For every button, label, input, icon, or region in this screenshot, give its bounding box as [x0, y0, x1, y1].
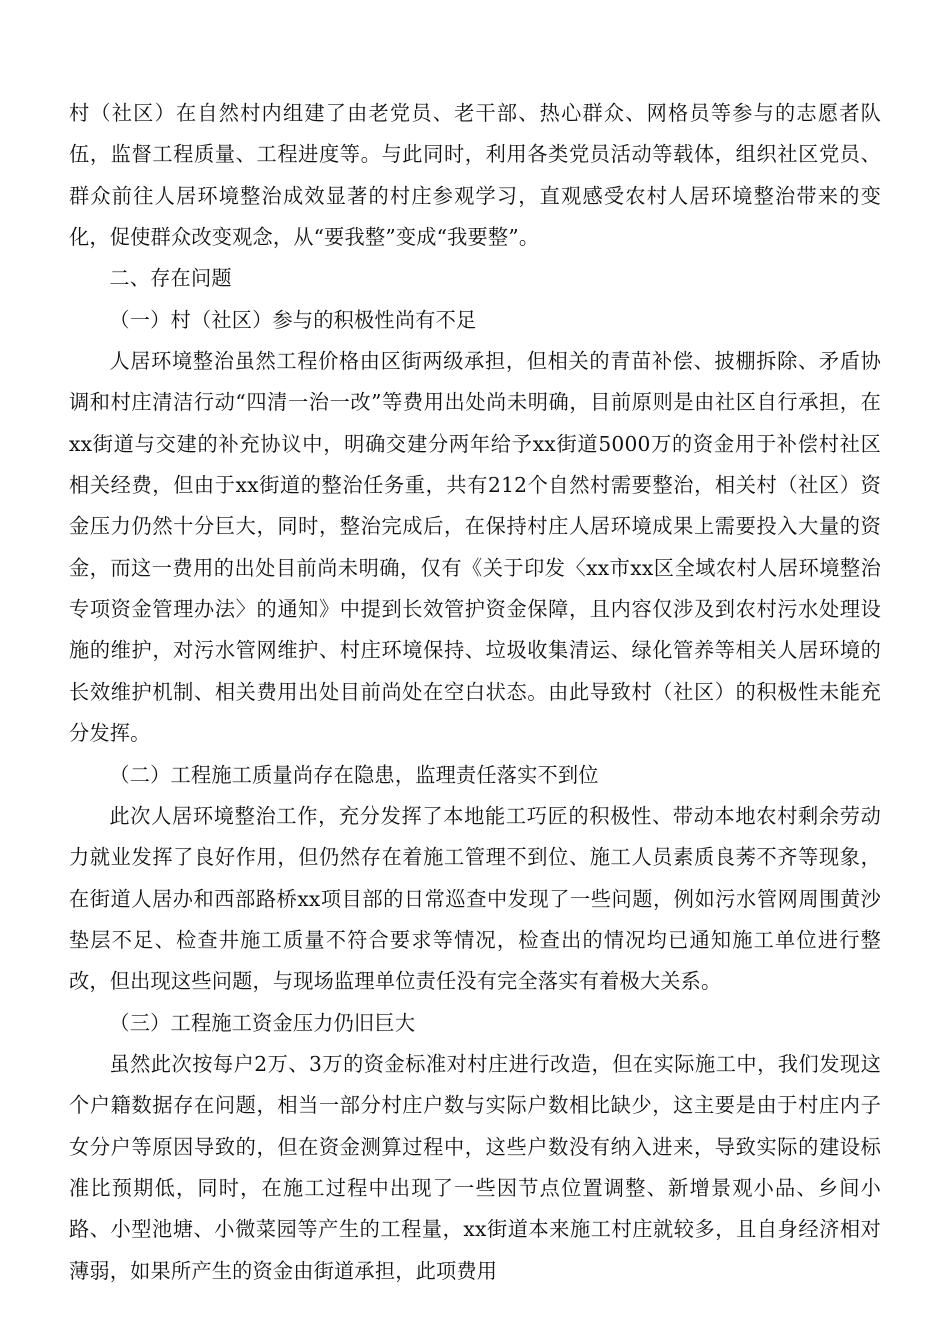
subheading-1: （一）村（社区）参与的积极性尚有不足	[109, 307, 477, 332]
section-heading-problems: 二、存在问题	[109, 266, 232, 291]
subheading-2: （二）工程施工质量尚存在隐患，监理责任落实不到位	[109, 762, 599, 787]
paragraph-2: 此次人居环境整治工作，充分发挥了本地能工巧匠的积极性、带动本地农村剩余劳动力就业发挥了良好作用，但仍然存在着施工管理不到位、施工人员素质良莠不齐等现象，在街道人居办和西部路桥xx项目部的日常巡查中发现了一些问题，例如污水管网周围黄沙垫层不足、检查井施工质量不符合要求等情况，检查出的情况均已通知施工单位进行整改，但出现这些问题，与现场监理单位责任没有完全落实有着极大关系。	[69, 803, 881, 994]
paragraph-3: 虽然此次按每户2万、3万的资金标准对村庄进行改造，但在实际施工中，我们发现这个户籍数据存在问题，相当一部分村庄户数与实际户数相比缺少，这主要是由于村庄内子女分户等原因导致的，但在资金测算过程中，这些户数没有纳入进来，导致实际的建设标准比预期低，同时，在施工过程中出现了一些因节点位置调整、新增景观小品、乡间小路、小型池塘、小微菜园等产生的工程量，xx街道本来施工村庄就较多，且自身经济相对薄弱，如果所产生的资金由街道承担，此项费用	[69, 1051, 881, 1283]
subheading-3: （三）工程施工资金压力仍旧巨大	[109, 1010, 416, 1035]
document-body	[69, 93, 881, 1292]
paragraph-continuation: 村（社区）在自然村内组建了由老党员、老干部、热心群众、网格员等参与的志愿者队伍，监督工程质量、工程进度等。与此同时，利用各类党员活动等载体，组织社区党员、群众前往人居环境整治成效显著的村庄参观学习，直观感受农村人居环境整治带来的变化，促使群众改变观念，从“要我整”变成“我要整”。	[69, 101, 881, 250]
paragraph-1: 人居环境整治虽然工程价格由区街两级承担，但相关的青苗补偿、披棚拆除、矛盾协调和村庄清洁行动“四清一治一改”等费用出处尚未明确，目前原则是由社区自行承担，在xx街道与交建的补充协议中，明确交建分两年给予xx街道5000万的资金用于补偿村社区相关经费，但由于xx街道的整治任务重，共有212个自然村需要整治，相关村（社区）资金压力仍然十分巨大，同时，整治完成后，在保持村庄人居环境成果上需要投入大量的资金，而这一费用的出处目前尚未明确，仅有《关于印发〈xx市xx区全域农村人居环境整治专项资金管理办法〉的通知》中提到长效管护资金保障，且内容仅涉及到农村污水处理设施的维护，对污水管网维护、村庄环境保持、垃圾收集清运、绿化管养等相关人居环境的长效维护机制、相关费用出处目前尚处在空白状态。由此导致村（社区）的积极性未能充分发挥。	[69, 349, 881, 746]
